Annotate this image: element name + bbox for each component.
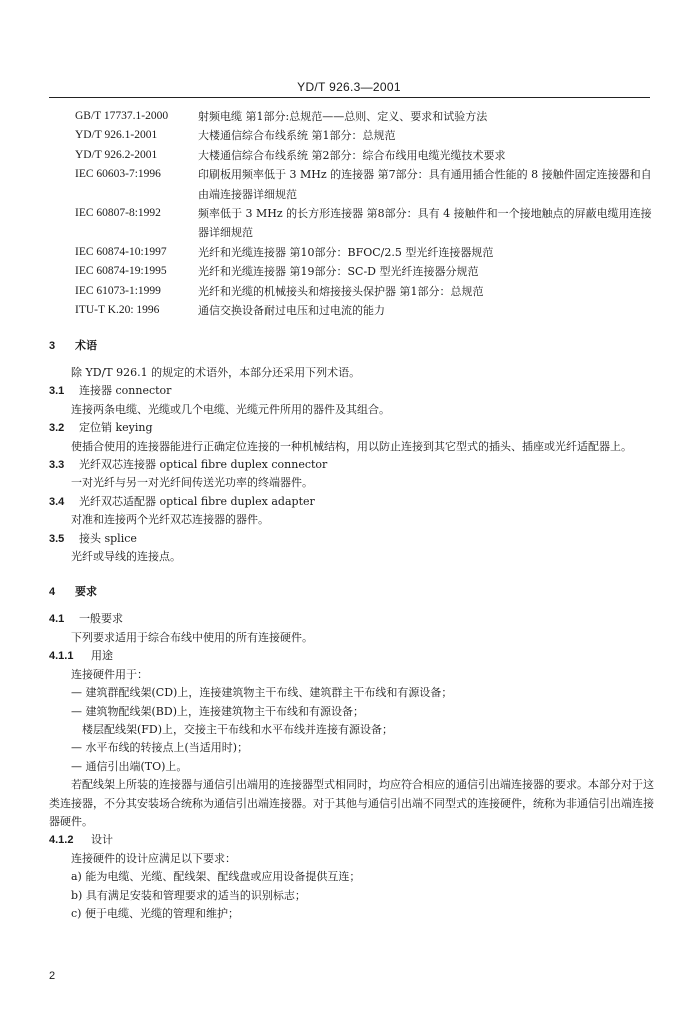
section-heading-terms <box>49 336 655 356</box>
subsection-text: 下列要求适用于综合布线中使用的所有连接硬件。 <box>71 630 313 644</box>
reference-code: GB/T 17737.1-2000 <box>75 110 169 122</box>
reference-item <box>75 204 655 243</box>
term-definition: 一对光纤与另一对光纤间传送光功率的终端器件。 <box>71 476 313 490</box>
term-number: 3.4 <box>49 495 65 508</box>
reference-title: 频率低于 3 MHz 的长方形连接器 第8部分：具有 4 接触件和一个接地触点的屏蔽电缆用连接器详细规范 <box>198 207 652 240</box>
subsection-lead: 连接硬件的设计应满足以下要求： <box>71 851 236 865</box>
list-item: — 建筑群配线架(CD)上，连接建筑物主干布线、建筑群主干布线和有源设备； <box>71 686 453 700</box>
term-number: 3.3 <box>49 459 65 472</box>
document-header: YD/T 926.3—2001 <box>297 80 401 94</box>
reference-item <box>75 282 655 301</box>
reference-code: YD/T 926.1-2001 <box>75 129 158 142</box>
term-number: 3.5 <box>49 532 65 545</box>
reference-title: 大楼通信综合布线系统 第1部分：总规范 <box>198 129 396 143</box>
document-body <box>49 334 655 923</box>
term-heading <box>49 493 655 511</box>
term-number: 3.2 <box>49 422 65 435</box>
term-definition: 连接两条电缆、光缆或几个电缆、光缆元件所用的器件及其组合。 <box>71 402 390 416</box>
reference-code: IEC 60874-19:1995 <box>75 265 167 278</box>
page-number: 2 <box>49 970 56 982</box>
reference-code: YD/T 926.2-2001 <box>75 148 158 161</box>
subsection-lead: 连接硬件用于： <box>71 667 148 681</box>
subsection-title: 用途 <box>91 649 113 663</box>
subsection-title: 设计 <box>91 833 113 847</box>
reference-title: 大楼通信综合布线系统 第2部分：综合布线用电缆光缆技术要求 <box>198 148 506 162</box>
reference-title: 光纤和光缆连接器 第19部分：SC-D 型光纤连接器分规范 <box>198 265 479 279</box>
list-item: a) 能为电缆、光缆、配线架、配线盘或应用设备提供互连； <box>71 870 361 884</box>
reference-item <box>75 107 655 126</box>
reference-code: IEC 60874-10:1997 <box>75 245 167 258</box>
term-definition: 光纤或导线的连接点。 <box>71 550 181 564</box>
term-definition: 使插合使用的连接器能进行正确定位连接的一种机械结构，用以防止连接到其它型式的插头、插座或光纤适配器上。 <box>71 439 632 453</box>
reference-code: ITU-T K.20: 1996 <box>75 304 160 317</box>
subsection-heading <box>49 647 655 665</box>
section-heading-requirements <box>49 582 655 602</box>
reference-title: 光纤和光缆连接器 第10部分：BFOC/2.5 型光纤连接器规范 <box>198 245 494 259</box>
term-name: 光纤双芯连接器 optical fibre duplex connector <box>79 458 328 472</box>
list-item: 楼层配线架(FD)上，交接主干布线和水平布线并连接有源设备； <box>71 722 394 736</box>
reference-item <box>75 146 655 165</box>
reference-title: 光纤和光缆的机械接头和熔接接头保护器 第1部分：总规范 <box>198 284 484 298</box>
reference-item <box>75 243 655 262</box>
term-number: 3.1 <box>49 385 65 398</box>
list-item: — 通信引出端(TO)上。 <box>71 759 188 773</box>
section-number: 4 <box>49 586 56 599</box>
term-name: 连接器 connector <box>79 384 172 398</box>
section-title: 术语 <box>75 339 97 352</box>
list-item: c) 便于电缆、光缆的管理和维护； <box>71 906 239 920</box>
reference-title: 印刷板用频率低于 3 MHz 的连接器 第7部分：具有通用插合性能的 8 接触件固定连接器和自由端连接器详细规范 <box>198 168 652 201</box>
subsection-title: 一般要求 <box>79 612 123 626</box>
term-heading <box>49 530 655 548</box>
subsection-number: 4.1.2 <box>49 834 74 847</box>
term-heading <box>49 456 655 474</box>
reference-item <box>75 126 655 145</box>
reference-item <box>75 301 655 320</box>
term-heading <box>49 382 655 400</box>
term-heading <box>49 419 655 437</box>
subsection-paragraph: 若配线架上所装的连接器与通信引出端用的连接器型式相同时，均应符合相应的通信引出端连接器的要求。本部分对于这类连接器，不分其安装场合统称为通信引出端连接器。对于其他与通信引出端不同型式的连接硬件，统称为非通信引出端连接器硬件。 <box>49 778 654 828</box>
reference-title: 射频电缆 第1部分:总规范——总则、定义、要求和试验方法 <box>198 110 488 123</box>
reference-title: 通信交换设备耐过电压和过电流的能力 <box>198 304 385 318</box>
normative-references-list <box>75 107 655 320</box>
header-rule <box>49 97 650 98</box>
reference-item <box>75 262 655 281</box>
section-number: 3 <box>49 340 56 352</box>
subsection-heading <box>49 831 655 849</box>
subsection-number: 4.1.1 <box>49 650 74 663</box>
list-item: b) 具有满足安装和管理要求的适当的识别标志； <box>71 888 306 902</box>
subsection-number: 4.1 <box>49 613 65 626</box>
subsection-heading <box>49 610 655 628</box>
term-name: 定位销 keying <box>79 421 153 435</box>
reference-code: IEC 60807-8:1992 <box>75 207 161 220</box>
list-item: — 水平布线的转接点上(当适用时)； <box>71 741 249 755</box>
reference-item <box>75 165 655 204</box>
term-name: 光纤双芯适配器 optical fibre duplex adapter <box>79 494 315 508</box>
terms-intro: 除 YD/T 926.1 的规定的术语外，本部分还采用下列术语。 <box>71 366 361 379</box>
term-name: 接头 splice <box>79 531 137 545</box>
list-item: — 建筑物配线架(BD)上，连接建筑物主干布线和有源设备； <box>71 704 364 718</box>
term-definition: 对准和连接两个光纤双芯连接器的器件。 <box>71 513 269 527</box>
section-title: 要求 <box>75 585 97 599</box>
reference-code: IEC 61073-1:1999 <box>75 284 161 297</box>
reference-code: IEC 60603-7:1996 <box>75 168 161 181</box>
